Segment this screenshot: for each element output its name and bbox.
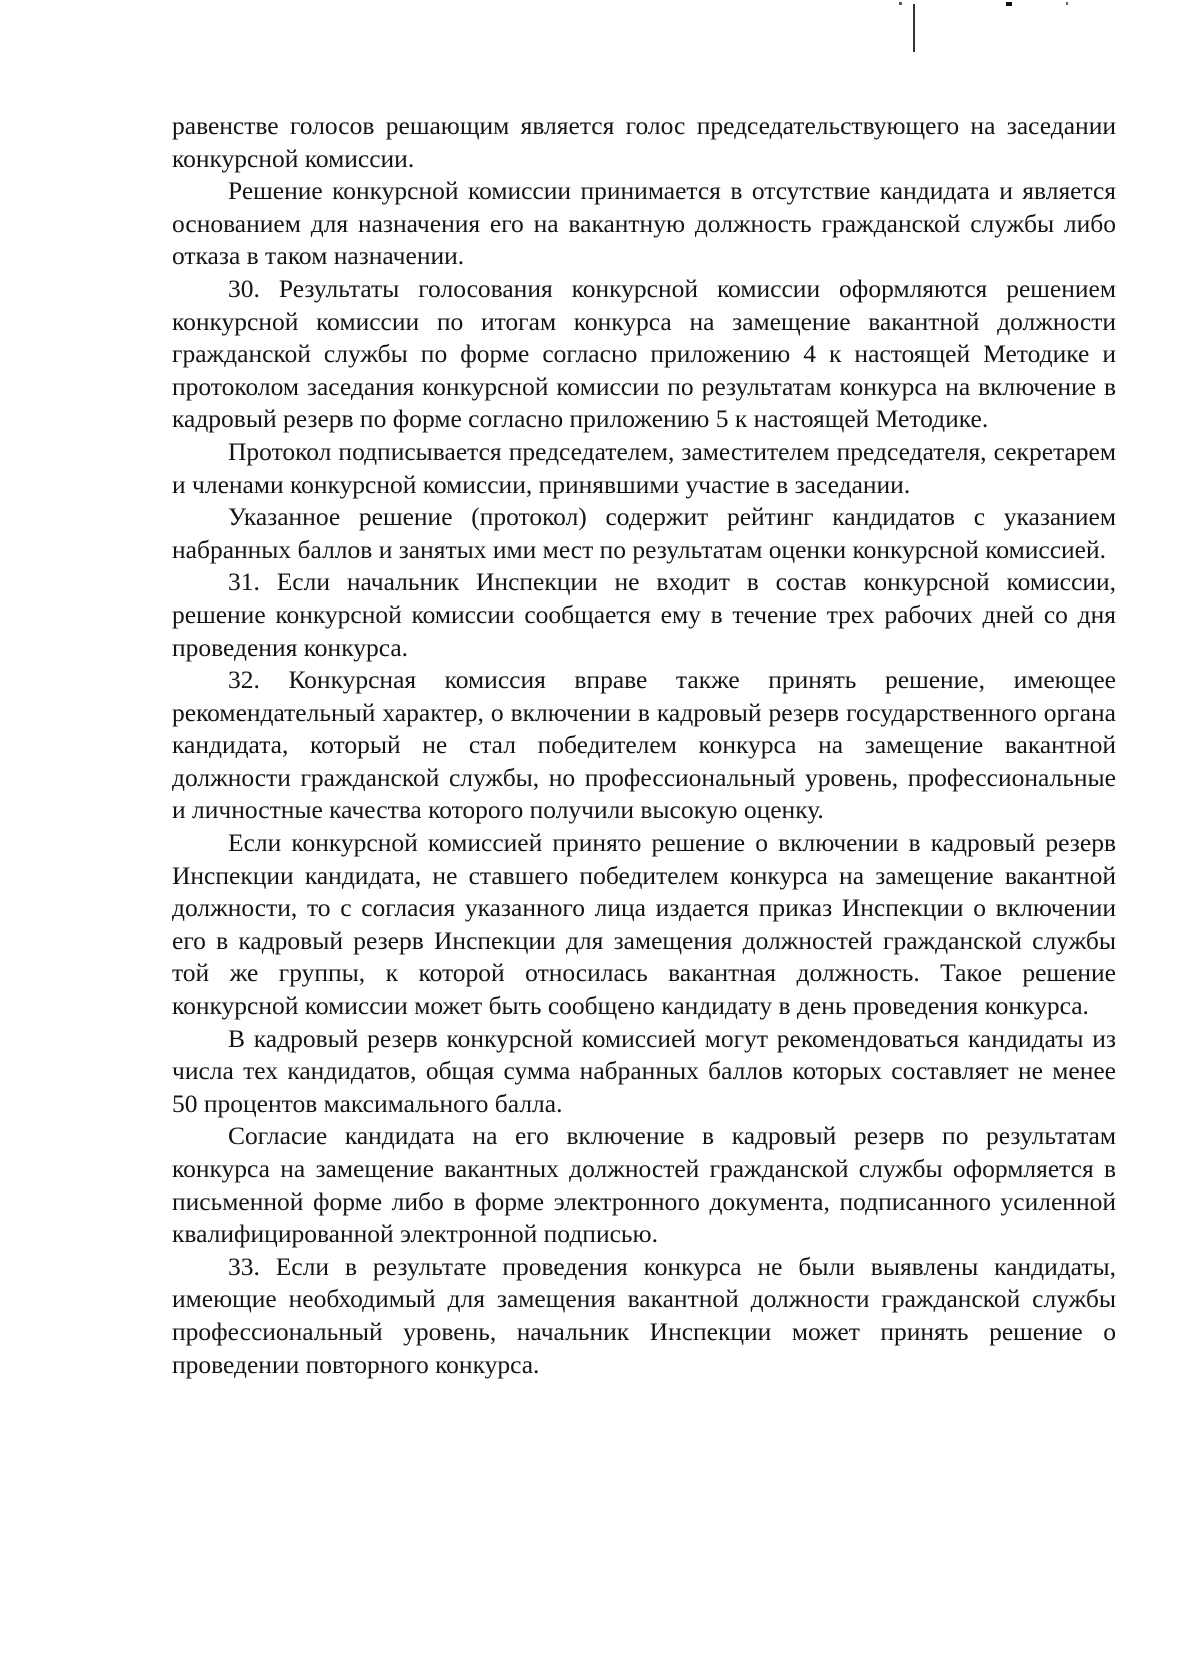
scan-artifact-dot <box>899 2 902 5</box>
scan-artifact-dot <box>1006 2 1012 6</box>
paragraph-clause-30: 30. Результаты голосования конкурсной комиссии оформляются решением конкурсной комиссии по итогам конкурса на замещение вакантной должности гражданской службы по форме согласно приложению 4 к настоящей Методике и протоколом заседания конкурсной комиссии по результатам конкурса на включение в кадровый резерв по форме согласно приложению 5 к настоящей Методике. <box>172 273 1116 434</box>
scan-artifact-line <box>913 4 915 52</box>
paragraph: Если конкурсной комиссией принято решение о включении в кадровый резерв Инспекции кандидата, не ставшего победителем конкурса на замещение вакантной должности, то с согласия указанного лица издается приказ Инспекции о включении его в кадровый резерв Инспекции для замещения должностей гражданской службы той же группы, к которой относилась вакантная должность. Такое решение конкурсной комиссии может быть сообщено кандидату в день проведения конкурса. <box>172 828 1116 1021</box>
paragraph: Согласие кандидата на его включение в кадровый резерв по результатам конкурса на замещение вакантных должностей гражданской службы оформляется в письменной форме либо в форме электронного документа, подписанного усиленной квалифицированной электронной подписью. <box>172 1121 1116 1249</box>
paragraph-clause-31: 31. Если начальник Инспекции не входит в состав конкурсной комиссии, решение конкурсной комиссии сообщается ему в течение трех рабочих дней со дня проведения конкурса. <box>172 567 1116 662</box>
scan-artifact-dot <box>1066 2 1068 5</box>
document-body <box>172 110 1116 1381</box>
paragraph: Указанное решение (протокол) содержит рейтинг кандидатов с указанием набранных баллов и занятых ими мест по результатам оценки конкурсной комиссией. <box>172 502 1116 564</box>
paragraph: В кадровый резерв конкурсной комиссией могут рекомендоваться кандидаты из числа тех кандидатов, общая сумма набранных баллов которых составляет не менее 50 процентов максимального балла. <box>172 1023 1116 1118</box>
paragraph-clause-33: 33. Если в результате проведения конкурса не были выявлены кандидаты, имеющие необходимый для замещения вакантной должности гражданской службы профессиональный уровень, начальник Инспекции может принять решение о проведении повторного конкурса. <box>172 1251 1116 1379</box>
paragraph-continuation: равенстве голосов решающим является голос председательствующего на заседании конкурсной комиссии. <box>172 111 1116 173</box>
paragraph: Решение конкурсной комиссии принимается в отсутствие кандидата и является основанием для назначения его на вакантную должность гражданской службы либо отказа в таком назначении. <box>172 176 1116 271</box>
paragraph-clause-32: 32. Конкурсная комиссия вправе также принять решение, имеющее рекомендательный характер, о включении в кадровый резерв государственного органа кандидата, который не стал победителем конкурса на замещение вакантной должности гражданской службы, но профессиональный уровень, профессиональные и личностные качества которого получили высокую оценку. <box>172 665 1116 825</box>
paragraph: Протокол подписывается председателем, заместителем председателя, секретарем и членами конкурсной комиссии, принявшими участие в заседании. <box>172 436 1116 499</box>
